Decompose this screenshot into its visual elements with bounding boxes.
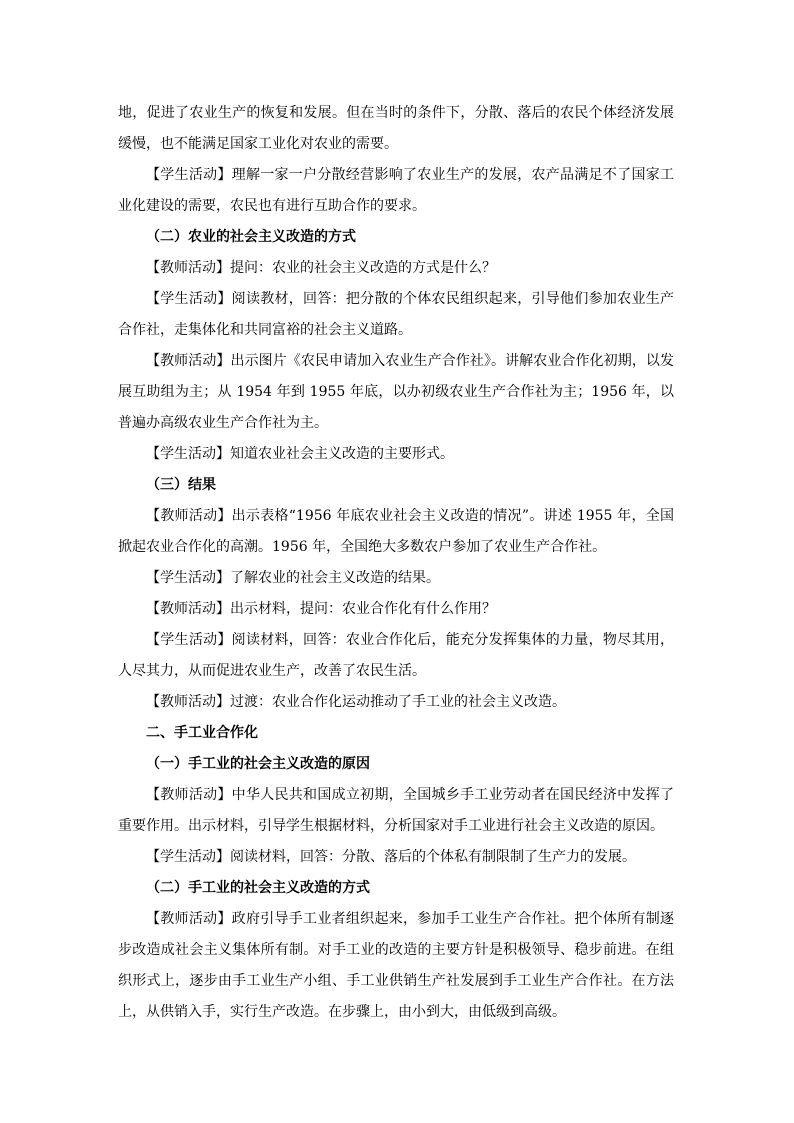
section-heading: （一）手工业的社会主义改造的原因 xyxy=(146,756,370,772)
paragraph: 【学生活动】了解农业的社会主义改造的结果。 xyxy=(146,570,440,586)
document-body xyxy=(118,98,674,1028)
paragraph: 【学生活动】阅读教材，回答：把分散的个体农民组织起来，引导他们参加农业生产合作社，走集体化和共同富裕的社会主义道路。 xyxy=(118,291,674,338)
paragraph: 【学生活动】知道农业社会主义改造的主要形式。 xyxy=(146,446,454,462)
paragraph: 【教师活动】政府引导手工业者组织起来，参加手工业生产合作社。把个体所有制逐步改造成社会主义集体所有制。对手工业的改造的主要方针是积极领导、稳步前进。在组织形式上，逐步由手工业生产小组、手工业供销生产社发展到手工业生产合作社。在方法上，从供销入手，实行生产改造。在步骤上，由小到大，由低级到高级。 xyxy=(118,911,674,1020)
paragraph: 【学生活动】阅读材料，回答：农业合作化后，能充分发挥集体的力量，物尽其用，人尽其力，从而促进农业生产，改善了农民生活。 xyxy=(118,632,674,679)
paragraph: 【教师活动】提问：农业的社会主义改造的方式是什么？ xyxy=(146,260,496,276)
paragraph: 【教师活动】过渡：农业合作化运动推动了手工业的社会主义改造。 xyxy=(146,694,566,710)
paragraph: 【教师活动】出示材料，提问：农业合作化有什么作用？ xyxy=(146,601,496,617)
section-heading: （二）手工业的社会主义改造的方式 xyxy=(146,880,370,896)
paragraph: 【教师活动】中华人民共和国成立初期，全国城乡手工业劳动者在国民经济中发挥了重要作用。出示材料，引导学生根据材料，分析国家对手工业进行社会主义改造的原因。 xyxy=(118,787,674,834)
paragraph: 【教师活动】出示图片《农民申请加入农业生产合作社》。讲解农业合作化初期，以发展互助组为主；从 1954 年到 1955 年底，以办初级农业生产合作社为主；1956 年，以普遍办高级农业生产合作社为主。 xyxy=(118,353,674,431)
paragraph: 地，促进了农业生产的恢复和发展。但在当时的条件下，分散、落后的农民个体经济发展缓慢，也不能满足国家工业化对农业的需要。 xyxy=(118,105,674,152)
chapter-heading: 二、手工业合作化 xyxy=(146,725,258,741)
paragraph: 【学生活动】阅读材料，回答：分散、落后的个体私有制限制了生产力的发展。 xyxy=(146,849,636,865)
paragraph: 【学生活动】理解一家一户分散经营影响了农业生产的发展，农产品满足不了国家工业化建设的需要，农民也有进行互助合作的要求。 xyxy=(118,167,674,214)
paragraph: 【教师活动】出示表格“1956 年底农业社会主义改造的情况”。讲述 1955 年，全国掀起农业合作化的高潮。1956 年，全国绝大多数农户参加了农业生产合作社。 xyxy=(118,508,674,555)
section-heading: （三）结果 xyxy=(146,477,216,493)
section-heading: （二）农业的社会主义改造的方式 xyxy=(146,229,356,245)
